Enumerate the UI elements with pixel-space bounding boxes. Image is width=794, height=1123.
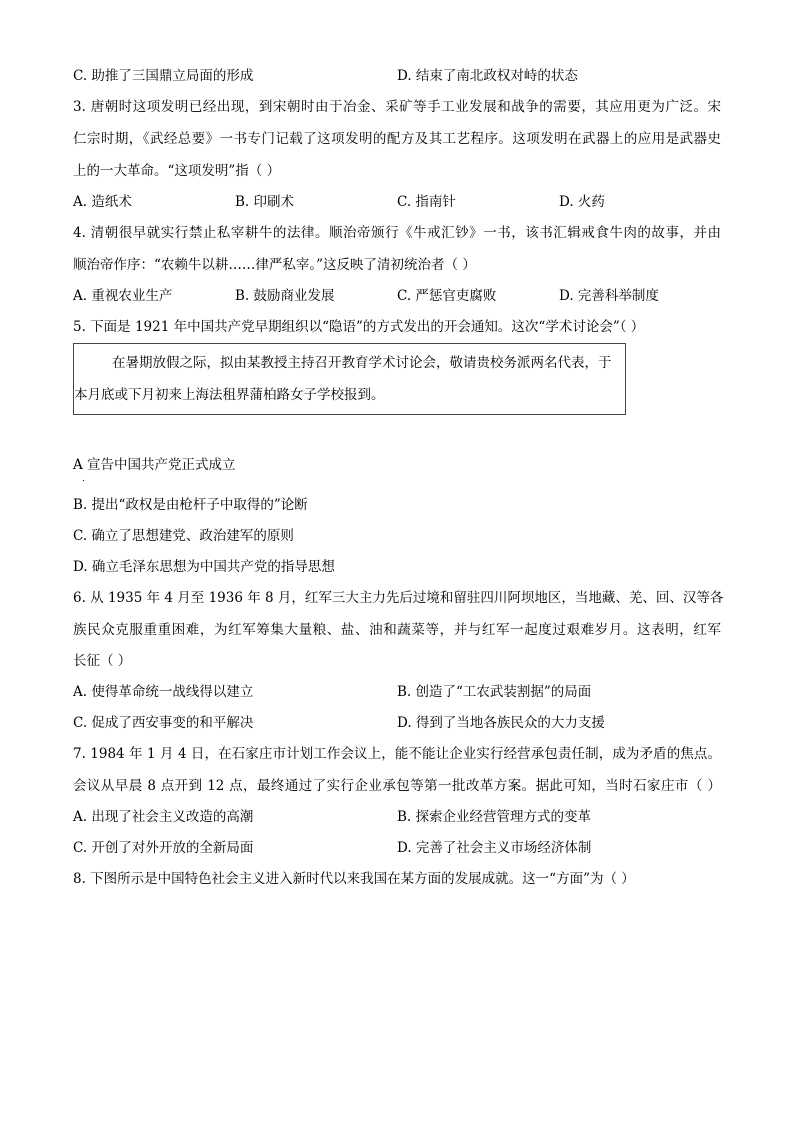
q8-stem: 8. 下图所示是中国特色社会主义进入新时代以来我国在某方面的发展成就。这一“方面”为（ ） <box>73 871 635 887</box>
q5-option-c: C. 确立了思想建党、政治建军的原则 <box>73 528 294 544</box>
notice-box <box>73 343 626 415</box>
q6-stem-line-1: 6. 从 1935 年 4 月至 1936 年 8 月，红军三大主力先后过境和留驻四川阿坝地区，当地藏、羌、回、汉等各 <box>73 590 724 606</box>
notice-line-1: 在暑期放假之际，拟由某教授主持召开教育学术讨论会，敬请贵校务派两名代表，于 <box>112 355 612 371</box>
q6-stem-line-3: 长征（ ） <box>73 653 132 669</box>
q3-stem-line-2: 仁宗时期，《武经总要》一书专门记载了这项发明的配方及其工艺程序。这项发明在武器上的应用是武器史 <box>73 131 721 147</box>
q4-stem-line-2: 顺治帝作序：“农赖牛以耕……律严私宰。”这反映了清初统治者（ ） <box>73 257 476 273</box>
q2-option-d: D. 结束了南北政权对峙的状态 <box>397 68 578 84</box>
q3-option-d: D. 火药 <box>559 194 605 210</box>
q3-stem-line-3: 上的一大革命。“这项发明”指（ ） <box>73 163 281 179</box>
q4-option-a: A. 重视农业生产 <box>73 288 173 304</box>
q3-option-a: A. 造纸术 <box>73 194 132 210</box>
q4-option-d: D. 完善科举制度 <box>559 288 659 304</box>
q5-option-b: B. 提出“政权是由枪杆子中取得的”论断 <box>73 497 308 513</box>
q5-option-a: A 宣告中国共产党正式成立 <box>73 457 236 473</box>
q3-stem-line-1: 3. 唐朝时这项发明已经出现，到宋朝时由于冶金、采矿等手工业发展和战争的需要，其应用更为广泛。宋 <box>73 99 721 115</box>
q2-option-c: C. 助推了三国鼎立局面的形成 <box>73 68 254 84</box>
q5-option-d: D. 确立毛泽东思想为中国共产党的指导思想 <box>73 559 335 575</box>
q7-option-d: D. 完善了社会主义市场经济体制 <box>397 840 592 856</box>
q4-option-c: C. 严惩官吏腐败 <box>397 288 497 304</box>
q6-stem-line-2: 族民众克服重重困难，为红军筹集大量粮、盐、油和蔬菜等，并与红军一起度过艰难岁月。这表明，红军 <box>73 622 721 638</box>
q7-option-a: A. 出现了社会主义改造的高潮 <box>73 809 254 825</box>
q5-option-a-dot: . <box>82 474 85 484</box>
q6-option-a: A. 使得革命统一战线得以建立 <box>73 684 254 700</box>
q7-stem-line-2: 会议从早晨 8 点开到 12 点，最终通过了实行企业承包等第一批改革方案。据此可知，当时石家庄市（ ） <box>73 778 721 794</box>
q4-stem-line-1: 4. 清朝很早就实行禁止私宰耕牛的法律。顺治帝颁行《牛戒汇钞》一书，该书汇辑戒食牛肉的故事，并由 <box>73 225 721 241</box>
q5-stem: 5. 下面是 1921 年中国共产党早期组织以“隐语”的方式发出的开会通知。这次“学术讨论会”（ ） <box>73 319 645 335</box>
q7-stem-line-1: 7. 1984 年 1 月 4 日，在石家庄市计划工作会议上，能不能让企业实行经营承包责任制，成为矛盾的焦点。 <box>73 746 721 762</box>
q6-option-d: D. 得到了当地各族民众的大力支援 <box>397 715 605 731</box>
q7-option-c: C. 开创了对外开放的全新局面 <box>73 840 254 856</box>
q7-option-b: B. 探索企业经营管理方式的变革 <box>397 809 592 825</box>
q4-option-b: B. 鼓励商业发展 <box>235 288 335 304</box>
q3-option-b: B. 印刷术 <box>235 194 295 210</box>
notice-line-2: 本月底或下月初来上海法租界蒲柏路女子学校报到。 <box>74 387 385 403</box>
q6-option-c: C. 促成了西安事变的和平解决 <box>73 715 254 731</box>
q3-option-c: C. 指南针 <box>397 194 456 210</box>
q6-option-b: B. 创造了“工农武装割据”的局面 <box>397 684 592 700</box>
